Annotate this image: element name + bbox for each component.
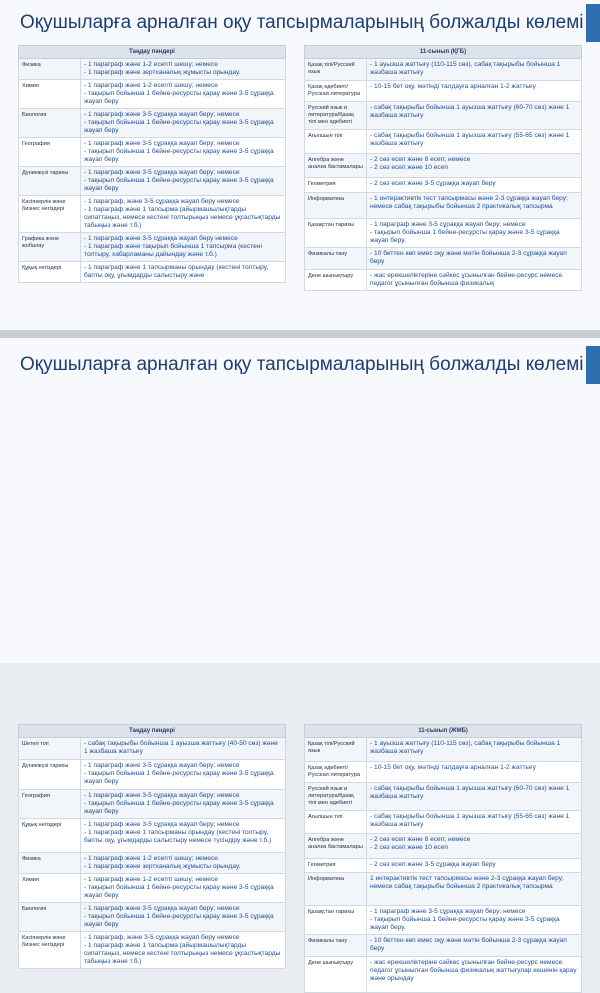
table-row (305, 102, 582, 130)
table-row (305, 81, 582, 102)
slide-2 (0, 338, 600, 982)
task-volume-cell: - 1 параграф және 3-5 сұраққа жауап беру; немесе - тақырып бойынша 1 бейне-ресурсты қарау және 3-5 сұраққа жауап беру (81, 790, 286, 819)
table-row (19, 738, 286, 760)
table-row (305, 957, 582, 993)
table-row (19, 80, 286, 109)
subject-cell: География (19, 138, 81, 167)
table-row (305, 738, 582, 762)
task-volume-cell: - 10 беттен көп емес оқу және мәтін бойынша 2-3 сұраққа жауап беру (367, 935, 582, 957)
task-volume-cell: - 1 параграф және 3-5 сұраққа жауап беру; немесе - тақырып бойынша 1 бейне-ресурсты қарау және 3-5 сұраққа жауап беру. (367, 906, 582, 935)
subject-cell: Ағылшын тілі (305, 811, 367, 834)
table-row (305, 178, 582, 193)
task-volume-cell: - сабақ тақырыбы бойынша 1 ауызша жаттығу (55-65 сөз) және 1 жазбаша жаттығу (367, 811, 582, 834)
table-row (19, 167, 286, 196)
table-row (305, 154, 582, 178)
task-volume-cell: - 1 параграф және 1 тапсырманы орындау (кестені толтыру, бапты оқу, ұғымдарды салыстыру және (81, 262, 286, 283)
subject-cell: Информатика (305, 873, 367, 906)
subject-cell: Дүниежүзі тарихы (19, 167, 81, 196)
task-volume-cell: - сабақ тақырыбы бойынша 1 ауызша жаттығу (60-70 сөз) және 1 жазбаша жаттығу (367, 783, 582, 811)
table-row (305, 873, 582, 906)
task-volume-cell: - жас ерекшеліктеріне сәйкес ұсынылған бейне-ресурс немесе педагог ұсынылған бойынша физикалық (367, 270, 582, 291)
table-row (305, 906, 582, 935)
slide-title: Оқушыларға арналған оқу тапсырмаларының болжалды көлемі (0, 4, 600, 42)
subject-cell: Геометрия (305, 859, 367, 873)
subject-cell: Қазақ тілі/Русский язык (305, 738, 367, 762)
table-row (19, 262, 286, 283)
table-row (19, 59, 286, 80)
table-row (305, 219, 582, 248)
subject-cell: Алгебра және анализ бастамалары (305, 154, 367, 178)
subject-cell: Кәсіпкерлік және бизнес негіздері (19, 932, 81, 969)
table-row (305, 193, 582, 219)
task-volume-cell: - 1 параграф және 1-2 есепті шешу; немесе - тақырып бойынша 1 бейне-ресурсты қарау және 3-5 сұраққа жауап беру (81, 80, 286, 109)
table-row (19, 109, 286, 138)
subject-cell: Физика (19, 853, 81, 874)
table-row (305, 834, 582, 859)
table-row (19, 196, 286, 233)
title-accent-bar (586, 346, 600, 384)
subject-cell: Физикалы тану (305, 248, 367, 270)
task-volume-cell: - 1 параграф, және 3-5 сұраққа жауап беру немесе - 1 параграф және 1 тапсырма (айырмашылықтарды сипаттаңыз, немесе кестені толтырыңыз немесе ұқсастықтарды табыңыз және т.б.) (81, 932, 286, 969)
task-volume-cell: 1 интерактивтік тест тапсырмасы және 2-3 сұраққа жауап беру; немесе сабақ тақырыбы бойынша 2 практикалық тапсырма (367, 873, 582, 906)
table-row (305, 762, 582, 783)
table-row (19, 874, 286, 903)
subject-cell: Биология (19, 903, 81, 932)
subject-cell: Русский язык и литература/Қазақ тілі мен әдебиеті (305, 102, 367, 130)
table-row (305, 935, 582, 957)
task-volume-cell: - 1 параграф және 3-5 сұраққа жауап беру; немесе - тақырып бойынша 1 бейне-ресурсты қарау және 3-5 сұраққа жауап беру (81, 167, 286, 196)
table-row (19, 819, 286, 853)
subject-cell: Құқық негіздері (19, 819, 81, 853)
subject-cell: Алгебра және анализ бастамалары (305, 834, 367, 859)
subject-cell: Информатика (305, 193, 367, 219)
task-volume-cell: - сабақ тақырыбы бойынша 1 ауызша жаттығу (40-50 сөз) және 1 жазбаша жаттығу (81, 738, 286, 760)
task-volume-cell: - 1 параграф және 3-5 сұраққа жауап беру; немесе - тақырып бойынша 1 бейне-ресурсты қарау және 3-5 сұраққа жауап беру (81, 760, 286, 790)
elective-subjects-table (18, 45, 286, 283)
slide-1 (0, 0, 600, 330)
subject-cell: География (19, 790, 81, 819)
subject-cell: Графика және жобалау (19, 233, 81, 262)
task-volume-cell: - сабақ тақырыбы бойынша 1 ауызша жаттығу (55-65 сөз) және 1 жазбаша жаттығу (367, 130, 582, 154)
subject-cell: Физика (19, 59, 81, 80)
table-row (19, 760, 286, 790)
table-row (305, 783, 582, 811)
subject-cell: Кәсіпкерлік және бизнес негіздері (19, 196, 81, 233)
table-row (19, 138, 286, 167)
task-volume-cell: - 1 параграф және 3-5 сұраққа жауап беру; немесе - тақырып бойынша 1 бейне-ресурсты қарау және 3-5 сұраққа жауап беру (81, 138, 286, 167)
subject-cell: Биология (19, 109, 81, 138)
subject-cell: Химия (19, 874, 81, 903)
task-volume-cell: - 1 параграф және 1-2 есепті шешу; немесе - 1 параграф және зертханалық жұмысты орындау. (81, 853, 286, 874)
subject-cell: Шетел тілі (19, 738, 81, 760)
task-volume-cell: - 10-15 бет оқу, мәтінді талдауға арналған 1-2 жаттығу (367, 762, 582, 783)
table-row (305, 248, 582, 270)
task-volume-cell: - 2 сөз есеп және 8 есеп; немесе - 2 сөз есеп және 10 есеп (367, 834, 582, 859)
task-volume-cell: - 1 интерактивтік тест тапсырмасы және 2-3 сұраққа жауап беру; немесе сабақ тақырыбы бойынша 2 практикалық тапсырма (367, 193, 582, 219)
table-row (19, 853, 286, 874)
slide-divider (0, 330, 600, 338)
task-volume-cell: - 1 параграф және 3-5 сұраққа жауап беру; немесе - тақырып бойынша 1 бейне-ресурсты қарау және 3-5 сұраққа жауап беру. (367, 219, 582, 248)
table-row (19, 903, 286, 932)
table-row (305, 130, 582, 154)
subject-cell: Қазақ тілі/Русский язык (305, 59, 367, 81)
task-volume-cell: - сабақ тақырыбы бойынша 1 ауызша жаттығу (60-70 сөз) және 1 жазбаша жаттығу (367, 102, 582, 130)
task-volume-cell: - 10-15 бет оқу, мәтінді талдауға арналған 1-2 жаттығу (367, 81, 582, 102)
task-volume-cell: - 1 параграф және 3-5 сұраққа жауап беру; немесе - тақырып бойынша 1 бейне-ресурсты қарау және 3-5 сұраққа жауап беру (81, 109, 286, 138)
grade-11-zhmb-table (304, 724, 582, 993)
table-header: 11-сынып (ҚГБ) (305, 46, 582, 59)
grade-11-kgb-table (304, 45, 582, 291)
table-row (19, 790, 286, 819)
task-volume-cell: - жас ерекшеліктеріне сәйкес ұсынылған бейне-ресурс немесе педагог ұсынылған бойынша физикалық жаттығулар кешенін қарау және орындау (367, 957, 582, 993)
table-row (305, 59, 582, 81)
subject-cell: Дүниежүзі тарихы (19, 760, 81, 790)
task-volume-cell: - 2 сөз есеп және 3-5 сұраққа жауап беру (367, 859, 582, 873)
table-row (305, 270, 582, 291)
task-volume-cell: - 10 беттен көп емес оқу және мәтін бойынша 2-3 сұраққа жауап беру (367, 248, 582, 270)
subject-cell: Русский язык и литература/Қазақ тілі мен әдебиеті (305, 783, 367, 811)
subject-cell: Құқық негіздері (19, 262, 81, 283)
subject-cell: Геометрия (305, 178, 367, 193)
task-volume-cell: - 2 сөз есеп және 8 есеп; немесе - 2 сөз есеп және 10 есеп (367, 154, 582, 178)
subject-cell: Қазақстан тарихы (305, 906, 367, 935)
task-volume-cell: - 1 параграф және 3-5 сұраққа жауап беру немесе - 1 параграф және тақырып бойынша 1 тапсырма (кестені толтыру, хабарламаны дайындау және т.б.) (81, 233, 286, 262)
table-header: Таңдау пәндері (19, 725, 286, 738)
task-volume-cell: - 1 параграф, және 3-5 сұраққа жауап беру немесе - 1 параграф және 1 тапсырма (айырмашылықтарды сипаттаңыз, немесе кестені толтырыңыз немесе ұқсастықтарды табыңыз және т.б.) (81, 196, 286, 233)
title-accent-bar (586, 4, 600, 42)
task-volume-cell: - 1 параграф және 3-5 сұраққа жауап беру; немесе - тақырып бойынша 1 бейне-ресурсты қарау және 3-5 сұраққа жауап беру (81, 903, 286, 932)
table-row (305, 859, 582, 873)
subject-cell: Қазақ әдебиеті/ Русская литература (305, 762, 367, 783)
subject-cell: Химия (19, 80, 81, 109)
slide-title: Оқушыларға арналған оқу тапсырмаларының болжалды көлемі (0, 346, 600, 384)
task-volume-cell: - 1 параграф және 1-2 есепті шешу; немесе - 1 параграф және зертханалық жұмысты орындау. (81, 59, 286, 80)
table-row (19, 932, 286, 969)
subject-cell: Қазақ әдебиеті/ Русская литература (305, 81, 367, 102)
task-volume-cell: - 1 ауызша жаттығу (110-115 сөз), сабақ тақырыбы бойынша 1 жазбаша жаттығу (367, 738, 582, 762)
subject-cell: Дене шынықтыру (305, 957, 367, 993)
task-volume-cell: - 2 сөз есеп және 3-5 сұраққа жауап беру (367, 178, 582, 193)
table-header: Таңдау пәндері (19, 46, 286, 59)
subject-cell: Дене шынықтыру (305, 270, 367, 291)
table-header: 11-сынып (ЖМБ) (305, 725, 582, 738)
task-volume-cell: - 1 параграф және 3-5 сұраққа жауап беру; немесе - 1 параграф және 1 тапсырманы орындау (кестені толтыру, бапты оқу, ұғымдарды салыстыру немесе түсіндіру және т.б.) (81, 819, 286, 853)
task-volume-cell: - 1 параграф және 1-2 есепті шешу; немесе - тақырып бойынша 1 бейне-ресурсты қарау және 3-5 сұраққа жауап беру (81, 874, 286, 903)
table-row (305, 811, 582, 834)
subject-cell: Ағылшын тілі (305, 130, 367, 154)
elective-subjects-table (18, 724, 286, 969)
subject-cell: Физикалы тану (305, 935, 367, 957)
table-row (19, 233, 286, 262)
task-volume-cell: - 1 ауызша жаттығу (110-115 сөз), сабақ тақырыбы бойынша 1 жазбаша жаттығу (367, 59, 582, 81)
subject-cell: Қазақстан тарихы (305, 219, 367, 248)
